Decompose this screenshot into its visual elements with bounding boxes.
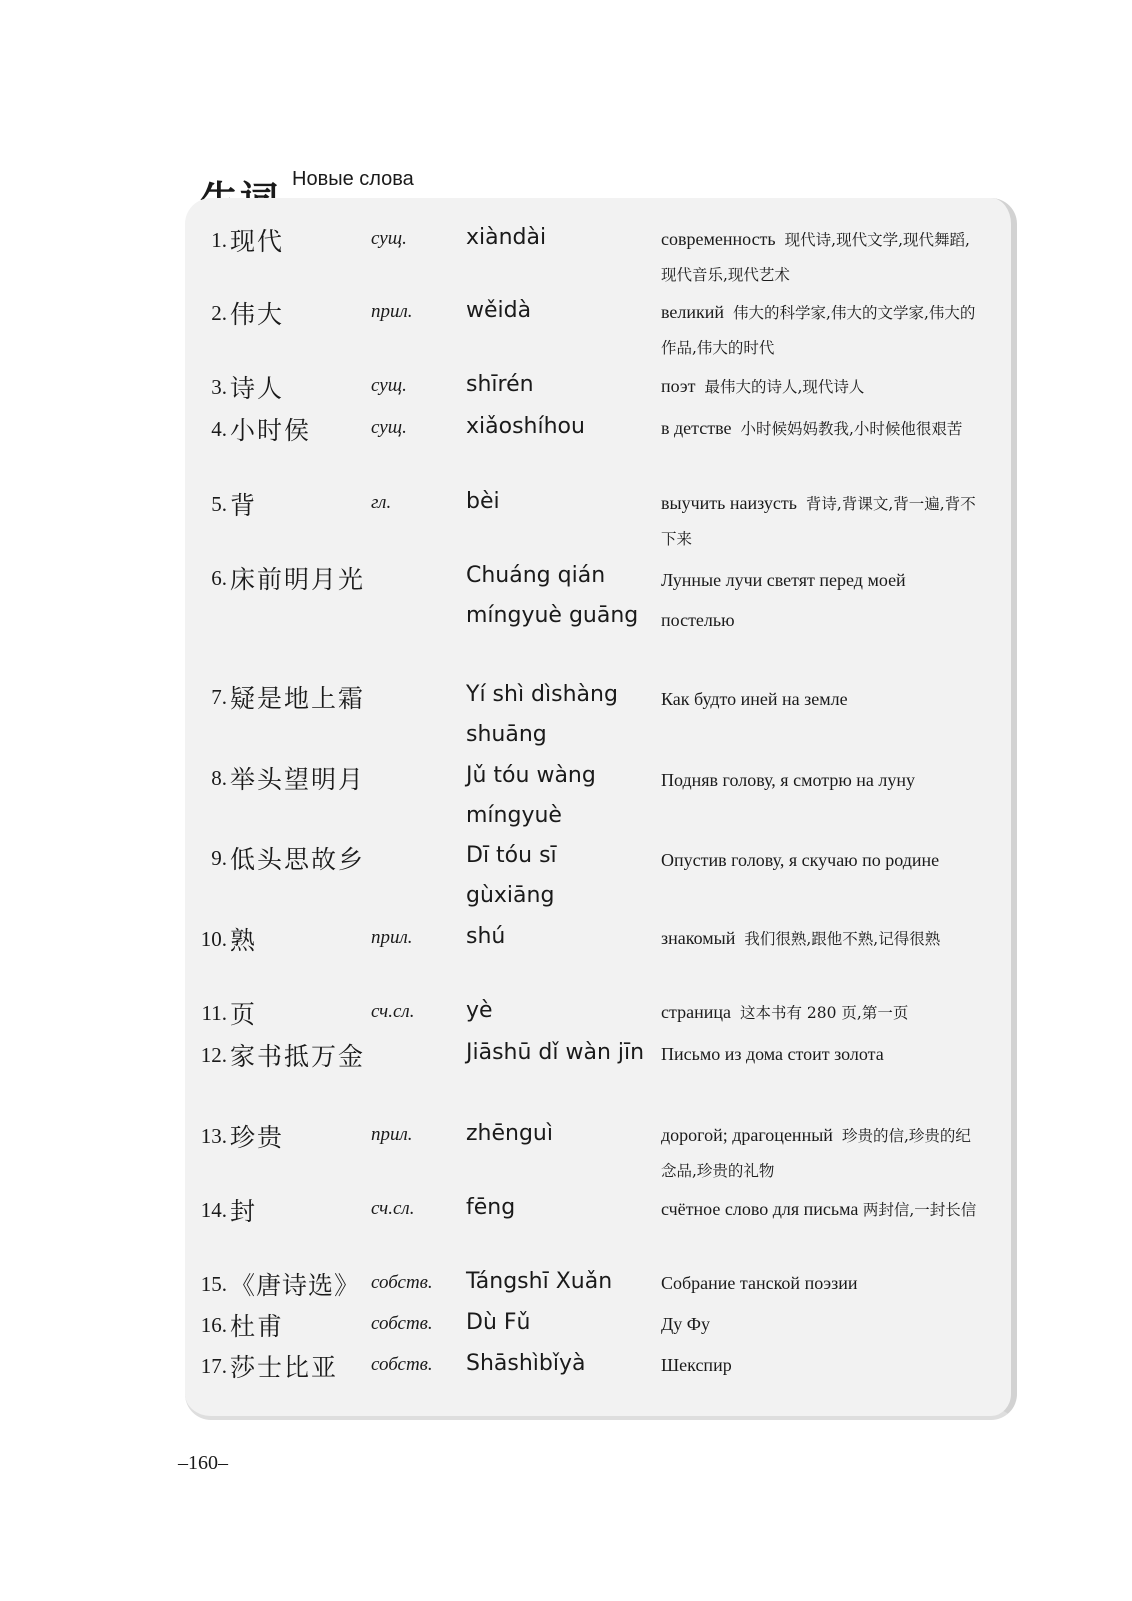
entry-word: 页 bbox=[230, 1000, 258, 1029]
entry-number: 8. bbox=[211, 766, 227, 790]
entry-word: 熟 bbox=[230, 926, 258, 955]
entry-number: 17. bbox=[200, 1354, 227, 1378]
entry-pos: сущ. bbox=[371, 228, 407, 249]
entry-meaning bbox=[661, 411, 981, 446]
entry-pinyin: Tángshī Xuǎn bbox=[466, 1269, 613, 1294]
entry-pinyin: wěidà bbox=[466, 298, 532, 323]
entry-translation: страница bbox=[661, 1002, 731, 1022]
entry-pinyin: Chuáng qián míngyuè guāng bbox=[466, 563, 639, 628]
entry-translation: Ду Фу bbox=[661, 1314, 710, 1334]
entry-pos: прил. bbox=[371, 1124, 413, 1145]
entry-pinyin: Dī tóu sī gùxiāng bbox=[466, 843, 557, 908]
entry-examples: 最伟大的诗人,现代诗人 bbox=[704, 378, 865, 396]
entry-word: 床前明月光 bbox=[230, 565, 366, 594]
entry-translation: Собрание танской поэзии bbox=[661, 1273, 858, 1293]
entry-meaning bbox=[661, 1118, 981, 1188]
entry-pos: собств. bbox=[371, 1354, 433, 1375]
entry-word: 家书抵万金 bbox=[230, 1042, 366, 1071]
entry-examples: 现代诗,现代文学,现代舞蹈,现代音乐,现代艺术 bbox=[661, 231, 970, 284]
entry-meaning bbox=[661, 921, 981, 956]
entry-number: 15. bbox=[200, 1272, 227, 1296]
entry-word: 疑是地上霜 bbox=[230, 684, 366, 713]
entry-number: 12. bbox=[200, 1043, 227, 1067]
entry-word: 伟大 bbox=[230, 300, 285, 329]
entry-translation: Как будто иней на земле bbox=[661, 689, 848, 709]
page-number: –160– bbox=[178, 1452, 228, 1474]
entry-number: 5. bbox=[211, 492, 227, 516]
entry-translation: современность bbox=[661, 229, 776, 249]
entry-word: 莎士比亚 bbox=[230, 1353, 339, 1382]
entry-number: 2. bbox=[211, 301, 227, 325]
entry-translation: счётное слово для письма bbox=[661, 1199, 859, 1219]
entry-word: 低头思故乡 bbox=[230, 845, 366, 874]
entry-word: 举头望明月 bbox=[230, 765, 366, 794]
entry-pinyin: bèi bbox=[466, 489, 500, 514]
entry-number: 1. bbox=[211, 228, 227, 252]
entry-number: 7. bbox=[211, 685, 227, 709]
entry-translation: Лунные лучи светят перед моей постелью bbox=[661, 570, 906, 630]
entry-meaning bbox=[661, 295, 981, 365]
entry-translation: выучить наизусть bbox=[661, 493, 797, 513]
entry-pinyin: xiàndài bbox=[466, 225, 547, 250]
entry-word: 背 bbox=[230, 491, 258, 520]
entry-pinyin: xiǎoshíhou bbox=[466, 414, 585, 439]
entry-number: 13. bbox=[200, 1124, 227, 1148]
entry-number: 9. bbox=[211, 846, 227, 870]
entry-meaning bbox=[661, 840, 981, 880]
entry-word: 珍贵 bbox=[230, 1123, 285, 1152]
entry-examples: 珍贵的信,珍贵的纪念品,珍贵的礼物 bbox=[661, 1127, 971, 1180]
entry-pos: сущ. bbox=[371, 417, 407, 438]
entry-translation: Подняв голову, я смотрю на луну bbox=[661, 770, 916, 790]
entry-examples: 伟大的科学家,伟大的文学家,伟大的作品,伟大的时代 bbox=[661, 304, 976, 357]
entry-examples: 小时候妈妈教我,小时候他很艰苦 bbox=[740, 420, 963, 438]
entry-meaning bbox=[661, 760, 981, 800]
entry-pos: сущ. bbox=[371, 375, 407, 396]
entry-meaning bbox=[661, 679, 981, 719]
section-title-russian: Новые слова bbox=[292, 168, 414, 190]
entry-number: 14. bbox=[200, 1198, 227, 1222]
entry-translation: поэт bbox=[661, 376, 696, 396]
entry-pinyin: Jiāshū dǐ wàn jīn bbox=[466, 1040, 645, 1065]
entry-word: 杜甫 bbox=[230, 1312, 285, 1341]
entry-word: 封 bbox=[230, 1197, 258, 1226]
entry-pinyin: Yí shì dìshàng shuāng bbox=[466, 682, 618, 747]
entry-pos: собств. bbox=[371, 1272, 433, 1293]
entry-pinyin: Shāshìbǐyà bbox=[466, 1351, 586, 1376]
entry-word: 现代 bbox=[230, 227, 285, 256]
entry-number: 4. bbox=[211, 417, 227, 441]
entry-pos: гл. bbox=[371, 492, 392, 513]
entry-word: 诗人 bbox=[230, 374, 285, 403]
entry-translation: в детстве bbox=[661, 418, 732, 438]
entry-number: 10. bbox=[200, 927, 227, 951]
entry-meaning bbox=[661, 995, 981, 1030]
entry-translation: Письмо из дома стоит золота bbox=[661, 1044, 884, 1064]
entry-pos: прил. bbox=[371, 927, 413, 948]
entry-number: 3. bbox=[211, 375, 227, 399]
entry-meaning bbox=[661, 1307, 981, 1341]
entry-pinyin: Dù Fǔ bbox=[466, 1310, 531, 1335]
entry-meaning bbox=[661, 1266, 981, 1300]
entry-examples: 这本书有 280 页,第一页 bbox=[739, 1004, 909, 1022]
entry-pos: сч.сл. bbox=[371, 1001, 415, 1022]
entry-pinyin: zhēnguì bbox=[466, 1121, 553, 1146]
entry-word: 小时侯 bbox=[230, 416, 312, 445]
entry-word: 《唐诗选》 bbox=[230, 1271, 361, 1300]
entry-examples: 两封信,一封长信 bbox=[862, 1201, 977, 1219]
entry-pinyin: shú bbox=[466, 924, 506, 949]
entry-number: 11. bbox=[201, 1001, 227, 1025]
entry-pinyin: shīrén bbox=[466, 372, 534, 397]
entry-meaning bbox=[661, 560, 981, 640]
entry-translation: знакомый bbox=[661, 928, 736, 948]
entry-pinyin: Jǔ tóu wàng míngyuè bbox=[466, 763, 596, 828]
entry-meaning bbox=[661, 1348, 981, 1382]
entry-pos: собств. bbox=[371, 1313, 433, 1334]
entry-pinyin: fēng bbox=[466, 1195, 516, 1220]
entry-pinyin: yè bbox=[466, 998, 493, 1023]
entry-meaning bbox=[661, 1192, 981, 1227]
entry-examples: 背诗,背课文,背一遍,背不下来 bbox=[661, 495, 976, 548]
entry-meaning bbox=[661, 369, 981, 404]
entry-number: 16. bbox=[200, 1313, 227, 1337]
entry-pos: прил. bbox=[371, 301, 413, 322]
entry-translation: великий bbox=[661, 302, 725, 322]
entry-meaning bbox=[661, 222, 981, 292]
entry-number: 6. bbox=[211, 566, 227, 590]
entry-translation: Шекспир bbox=[661, 1355, 732, 1375]
entry-meaning bbox=[661, 1037, 981, 1071]
entry-meaning bbox=[661, 486, 981, 556]
entry-translation: Опустив голову, я скучаю по родине bbox=[661, 850, 940, 870]
entry-pos: сч.сл. bbox=[371, 1198, 415, 1219]
entry-examples: 我们很熟,跟他不熟,记得很熟 bbox=[744, 930, 941, 948]
entry-translation: дорогой; драгоценный bbox=[661, 1125, 833, 1145]
